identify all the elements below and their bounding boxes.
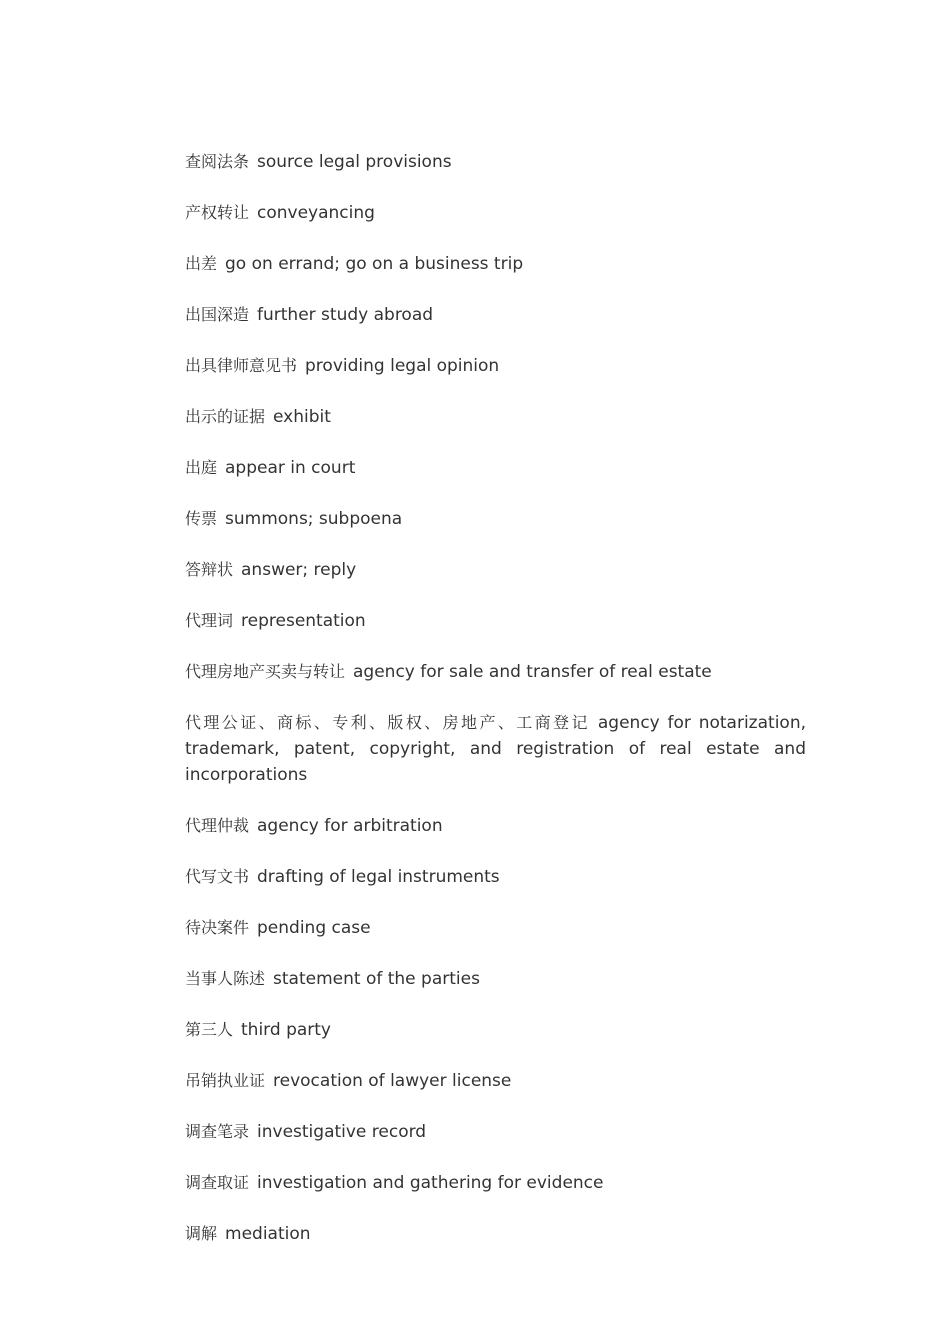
glossary-entry	[185, 864, 806, 890]
chinese-term: 代理词	[185, 611, 234, 630]
chinese-term: 调查笔录	[185, 1122, 250, 1141]
english-term: third party	[241, 1020, 331, 1040]
english-term: further study abroad	[257, 305, 434, 325]
chinese-term: 出国深造	[185, 305, 250, 324]
english-term: agency for sale and transfer of real estate	[353, 662, 712, 682]
glossary-entry	[185, 915, 806, 941]
chinese-term: 答辩状	[185, 560, 234, 579]
english-term: providing legal opinion	[305, 356, 500, 376]
glossary-entry	[185, 200, 806, 226]
chinese-term: 查阅法条	[185, 152, 250, 171]
glossary-entry	[185, 1068, 806, 1094]
glossary-entry	[185, 251, 806, 277]
english-term: conveyancing	[257, 203, 375, 223]
chinese-term: 传票	[185, 509, 218, 528]
english-term: appear in court	[225, 458, 356, 478]
chinese-term: 代理公证、商标、专利、版权、房地产、工商登记	[185, 713, 590, 732]
chinese-term: 吊销执业证	[185, 1071, 266, 1090]
glossary-entry	[185, 455, 806, 481]
english-term: summons; subpoena	[225, 509, 403, 529]
glossary-entry	[185, 1119, 806, 1145]
english-term: answer; reply	[241, 560, 357, 580]
english-term: investigation and gathering for evidence	[257, 1173, 604, 1193]
chinese-term: 出具律师意见书	[185, 356, 298, 375]
glossary-entry	[185, 1221, 806, 1247]
english-term: representation	[241, 611, 366, 631]
chinese-term: 产权转让	[185, 203, 250, 222]
chinese-term: 出示的证据	[185, 407, 266, 426]
glossary-entry	[185, 353, 806, 379]
chinese-term: 当事人陈述	[185, 969, 266, 988]
glossary-entry	[185, 608, 806, 634]
glossary-entry	[185, 557, 806, 583]
glossary-entry	[185, 1017, 806, 1043]
glossary-entry	[185, 404, 806, 430]
chinese-term: 代理房地产买卖与转让	[185, 662, 346, 681]
document-page	[185, 149, 806, 1272]
chinese-term: 出差	[185, 254, 218, 273]
chinese-term: 代写文书	[185, 867, 250, 886]
english-term: go on errand; go on a business trip	[225, 254, 524, 274]
glossary-entry	[185, 966, 806, 992]
chinese-term: 代理仲裁	[185, 816, 250, 835]
glossary-entry	[185, 1170, 806, 1196]
glossary-entry	[185, 813, 806, 839]
english-term: drafting of legal instruments	[257, 867, 500, 887]
glossary-entry	[185, 659, 806, 685]
chinese-term: 待决案件	[185, 918, 250, 937]
english-term: agency for notarization, trademark, patent, copyright, and registration of real estate and incorporations	[185, 713, 806, 785]
english-term: statement of the parties	[273, 969, 480, 989]
chinese-term: 调查取证	[185, 1173, 250, 1192]
chinese-term: 出庭	[185, 458, 218, 477]
chinese-term: 调解	[185, 1224, 218, 1243]
english-term: source legal provisions	[257, 152, 452, 172]
english-term: exhibit	[273, 407, 331, 427]
glossary-entry	[185, 149, 806, 175]
glossary-entry	[185, 710, 806, 788]
english-term: revocation of lawyer license	[273, 1071, 512, 1091]
english-term: pending case	[257, 918, 371, 938]
chinese-term: 第三人	[185, 1020, 234, 1039]
glossary-entry	[185, 302, 806, 328]
english-term: investigative record	[257, 1122, 427, 1142]
english-term: agency for arbitration	[257, 816, 443, 836]
english-term: mediation	[225, 1224, 311, 1244]
glossary-entry	[185, 506, 806, 532]
